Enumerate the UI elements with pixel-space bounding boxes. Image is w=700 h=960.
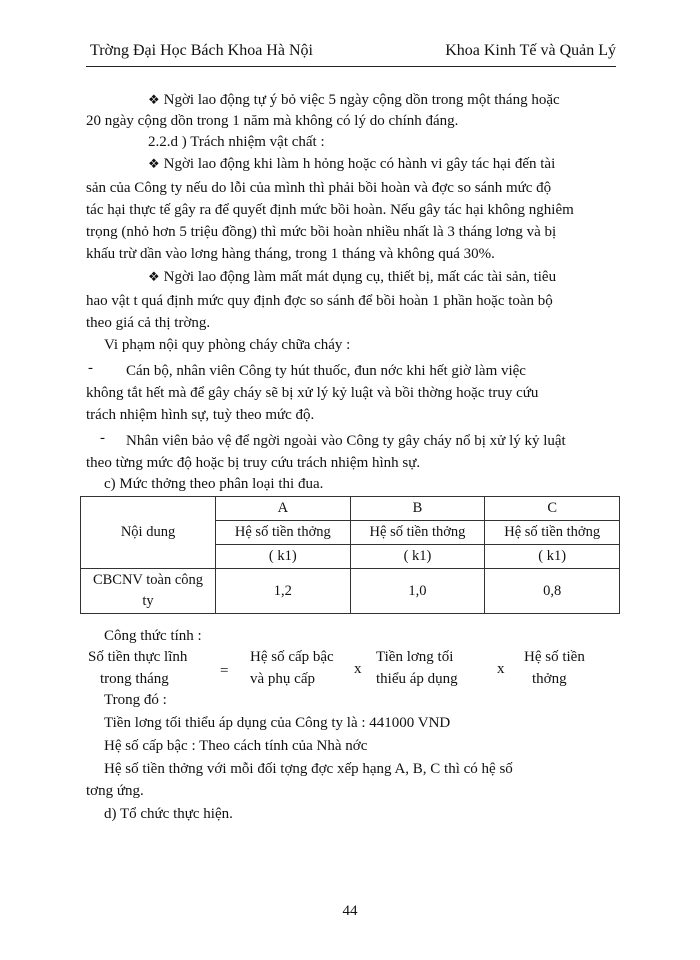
diamond-bullet-icon: ❖ <box>148 92 160 107</box>
para2-line5: khấu trừ dần vào lơng hàng tháng, trong 1 tháng và không quá 30%. <box>86 246 495 262</box>
formula-times-2: x <box>497 661 505 677</box>
table-value-b: 1,0 <box>350 569 485 614</box>
formula-title: Công thức tính : <box>104 628 202 644</box>
diamond-bullet-icon: ❖ <box>148 269 160 284</box>
para3-line3: theo giá cả thị trờng. <box>86 315 211 331</box>
para2-line1: ❖ Ngời lao động khi làm h hỏng hoặc có hành vi gây tác hại đến tài <box>148 156 556 172</box>
table-k1-c: ( k1) <box>485 545 620 569</box>
section-d-heading: d) Tổ chức thực hiện. <box>104 806 233 822</box>
para3-line2: hao vật t quá định mức quy định đợc so sánh để bồi hoàn 1 phần hoặc toàn bộ <box>86 293 553 309</box>
table-coef-a: Hệ số tiền thởng <box>216 521 351 545</box>
dash-bullet-1: - <box>88 360 93 376</box>
dash2-line1: Nhân viên bảo vệ để ngời ngoài vào Công ty gây cháy nổ bị xử lý kỷ luật <box>126 433 566 449</box>
table-row-label: CBCNV toàn công ty <box>81 569 216 614</box>
formula-term-1: Số tiền thực lĩnh trong tháng <box>88 649 188 687</box>
dash1-line1: Cán bộ, nhân viên Công ty hút thuốc, đun nớc khi hết giờ làm việc <box>126 363 526 379</box>
table-col-a: A <box>216 497 351 521</box>
para3-line1: ❖ Ngời lao động làm mất mát dụng cụ, thiết bị, mất các tài sản, tiêu <box>148 269 557 285</box>
section-heading-222d: 2.2.d ) Trách nhiệm vật chất : <box>148 134 325 150</box>
formula-term-3: Tiền lơng tối thiểu áp dụng <box>376 649 458 687</box>
table-k1-b: ( k1) <box>350 545 485 569</box>
table-value-a: 1,2 <box>216 569 351 614</box>
table-col-c: C <box>485 497 620 521</box>
page-header <box>86 36 616 67</box>
table-header-content: Nội dung <box>81 497 216 569</box>
dash1-line3: trách nhiệm hình sự, tuỳ theo mức độ. <box>86 407 315 423</box>
para2-line4: trọng (nhỏ hơn 5 triệu đồng) thì mức bồi hoàn nhiều nhất là 3 tháng lơng và bị <box>86 224 557 240</box>
dash2-line2: theo từng mức độ hoặc bị truy cứu trách nhiệm hình sự. <box>86 455 421 471</box>
formula-term-2: Hệ số cấp bậc và phụ cấp <box>250 649 334 687</box>
para1-line1: ❖ Ngời lao động tự ý bỏ việc 5 ngày cộng dồn trong một tháng hoặc <box>148 92 560 108</box>
para2-line2: sản của Công ty nếu do lỗi của mình thì phải bồi hoàn và đợc so sánh mức độ <box>86 180 552 196</box>
table-k1-a: ( k1) <box>216 545 351 569</box>
formula-times-1: x <box>354 661 362 677</box>
dash1-line2: không tắt hết mà để gây cháy sẽ bị xử lý kỷ luật và bồi thờng hoặc truy cứu <box>86 385 539 401</box>
fire-rules-heading: Vi phạm nội quy phòng cháy chữa cháy : <box>104 337 351 353</box>
header-university: Trờng Đại Học Bách Khoa Hà Nội <box>90 42 313 59</box>
formula-term-4: Hệ số tiền thởng <box>524 649 585 687</box>
para2-line3: tác hại thực tế gây ra để quyết định mức bồi hoàn. Nếu gây tác hại không nghiêm <box>86 202 574 218</box>
page-number: 44 <box>342 903 358 919</box>
formula-equals: = <box>220 663 229 679</box>
table-value-c: 0,8 <box>485 569 620 614</box>
notes-bonus-coef-line2: tơng ứng. <box>86 783 144 799</box>
bonus-table <box>80 496 620 614</box>
notes-min-wage: Tiền lơng tối thiểu áp dụng của Công ty là : 441000 VND <box>104 715 451 731</box>
notes-trong-do: Trong đó : <box>104 692 167 708</box>
diamond-bullet-icon: ❖ <box>148 156 160 171</box>
header-faculty: Khoa Kinh Tế và Quản Lý <box>445 42 616 59</box>
notes-bonus-coef-line1: Hệ số tiền thởng với mỗi đối tợng đợc xếp hạng A, B, C thì có hệ số <box>104 761 513 777</box>
para1-line2: 20 ngày cộng dồn trong 1 năm mà không có lý do chính đáng. <box>86 113 459 129</box>
dash-bullet-2: - <box>100 430 105 446</box>
table-coef-c: Hệ số tiền thởng <box>485 521 620 545</box>
table-col-b: B <box>350 497 485 521</box>
notes-grade-coef: Hệ số cấp bậc : Theo cách tính của Nhà nớc <box>104 738 368 754</box>
section-c-heading: c) Mức thởng theo phân loại thi đua. <box>104 476 324 492</box>
table-coef-b: Hệ số tiền thởng <box>350 521 485 545</box>
